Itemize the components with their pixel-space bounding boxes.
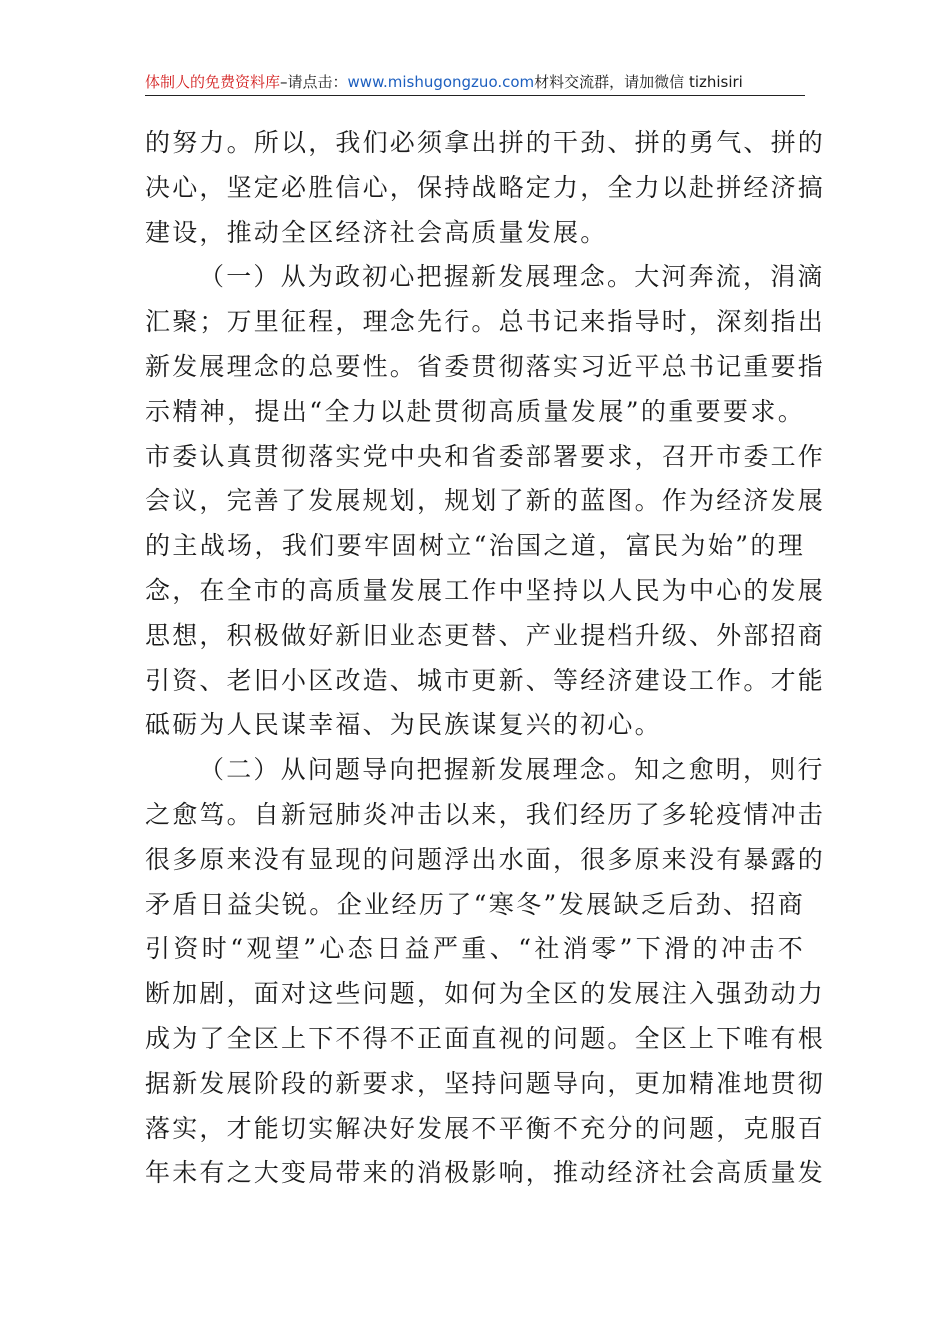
text-line: 砥砺为人民谋幸福、为民族谋复兴的初心。 — [145, 710, 662, 740]
text-line: 落实，才能切实解决好发展不平衡不充分的问题，克服百 — [145, 1113, 826, 1143]
header-brand: 体制人的免费资料库 — [145, 73, 281, 91]
text-line: 成为了全区上下不得不正面直视的问题。全区上下唯有根 — [145, 1023, 826, 1053]
text-line: 思想，积极做好新旧业态更替、产业提档升级、外部招商 — [145, 620, 826, 650]
document-body — [145, 121, 826, 1196]
text-line: 会议，完善了发展规划，规划了新的蓝图。作为经济发展 — [145, 486, 826, 516]
text-line: （二）从问题导向把握新发展理念。知之愈明，则行 — [199, 755, 825, 785]
text-line: 汇聚；万里征程，理念先行。总书记来指导时，深刻指出 — [145, 307, 826, 337]
paragraph — [145, 255, 826, 748]
text-line: 很多原来没有显现的问题浮出水面，很多原来没有暴露的 — [145, 844, 826, 874]
text-line: 示精神，提出“全力以赴贯彻高质量发展”的重要要求。 — [145, 396, 805, 426]
header-suffix: 材料交流群，请加微信 tizhisiri — [534, 73, 743, 91]
text-line: 念，在全市的高质量发展工作中坚持以人民为中心的发展 — [145, 575, 826, 605]
text-line: 矛盾日益尖锐。企业经历了“寒冬”发展缺乏后劲、招商 — [145, 889, 805, 919]
text-line: 据新发展阶段的新要求，坚持问题导向，更加精准地贯彻 — [145, 1068, 826, 1098]
text-line: 的努力。所以，我们必须拿出拼的干劲、拼的勇气、拼的 — [145, 128, 826, 157]
text-line: 引资、老旧小区改造、城市更新、等经济建设工作。才能 — [145, 665, 826, 695]
text-line: 断加剧，面对这些问题，如何为全区的发展注入强劲动力 — [145, 979, 826, 1009]
page-header — [145, 70, 805, 94]
header-prompt: –请点击： — [280, 73, 348, 91]
paragraph — [145, 748, 826, 1196]
text-line: 新发展理念的总要性。省委贯彻落实习近平总书记重要指 — [145, 351, 826, 381]
text-line: 的主战场，我们要牢固树立“治国之道，富民为始”的理 — [145, 531, 805, 561]
text-line: 市委认真贯彻落实党中央和省委部署要求，召开市委工作 — [145, 441, 826, 471]
text-line: 引资时“观望”心态日益严重、“社消零”下滑的冲击不 — [145, 934, 805, 964]
paragraph — [145, 121, 826, 255]
text-line: 建设，推动全区经济社会高质量发展。 — [145, 217, 608, 247]
text-line: 之愈笃。自新冠肺炎冲击以来，我们经历了多轮疫情冲击 — [145, 799, 826, 829]
header-divider — [145, 95, 805, 96]
text-line: （一）从为政初心把握新发展理念。大河奔流，涓滴 — [199, 262, 825, 292]
text-line: 决心，坚定必胜信心，保持战略定力，全力以赴拼经济搞 — [145, 172, 826, 202]
text-line: 年未有之大变局带来的消极影响，推动经济社会高质量发 — [145, 1158, 826, 1188]
header-website-link[interactable]: www.mishugongzuo.com — [347, 73, 535, 91]
